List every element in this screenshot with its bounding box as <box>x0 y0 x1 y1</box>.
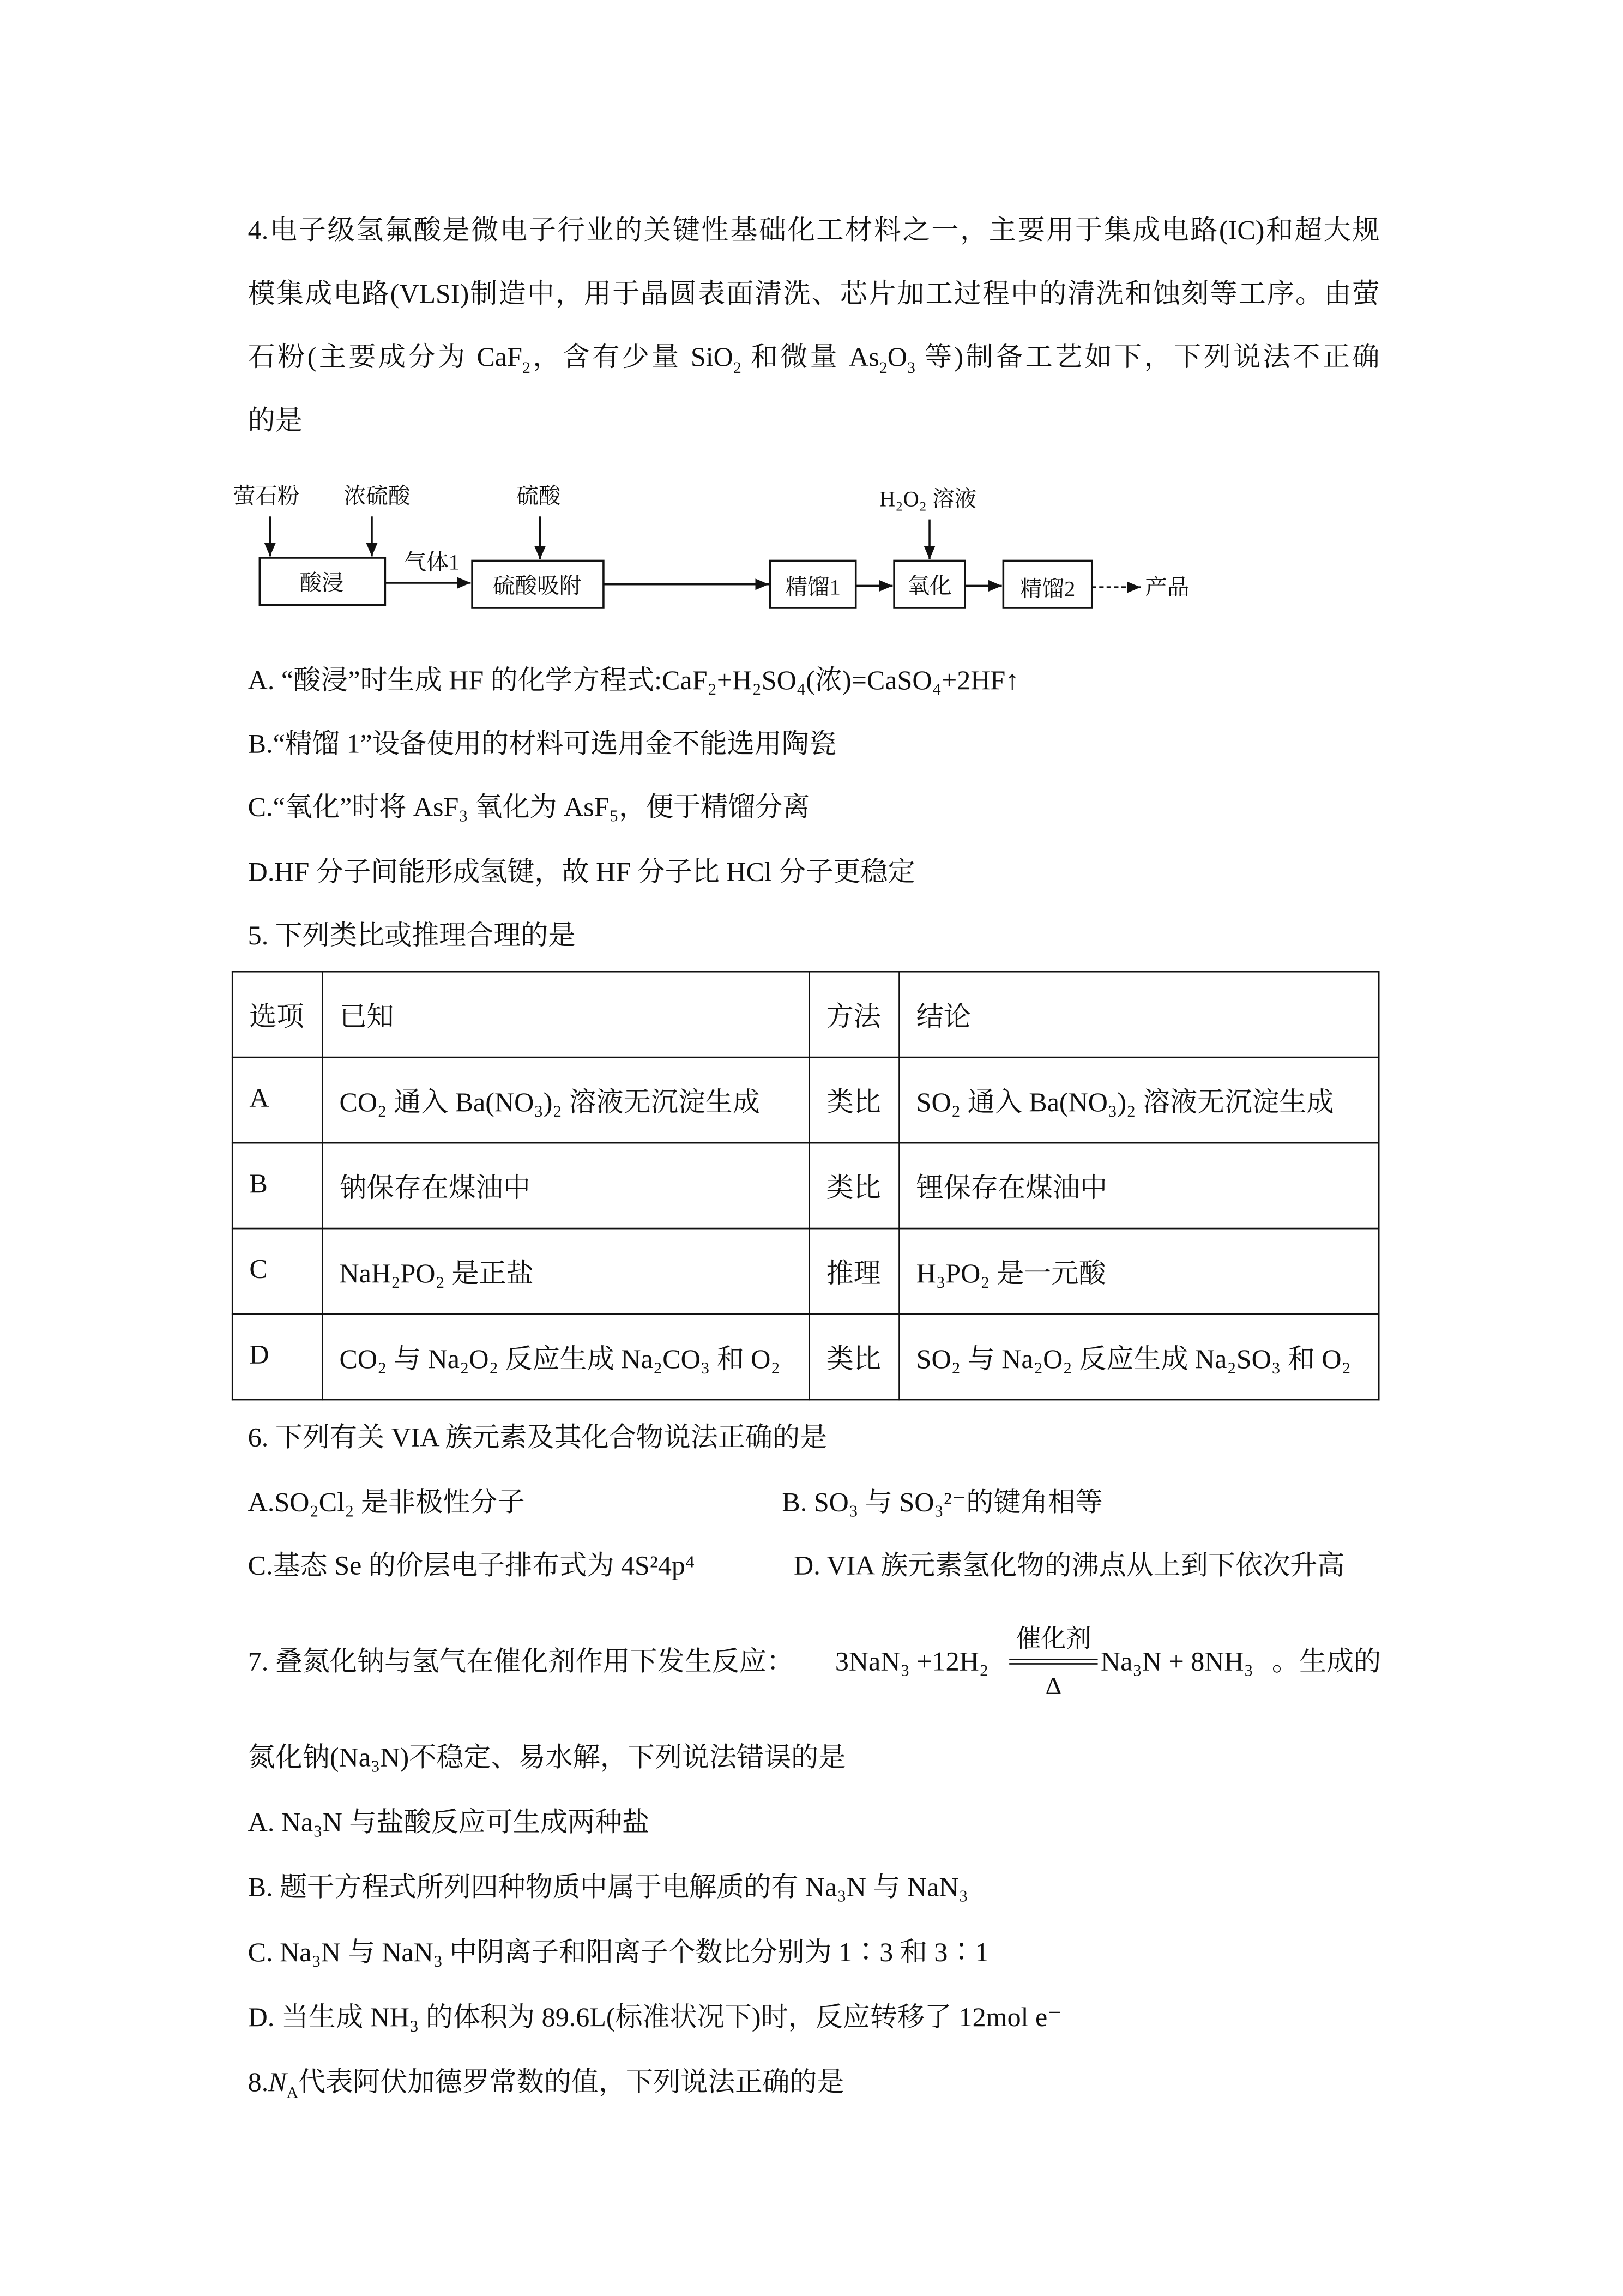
q7-option-a: A. Na₃N 与盐酸反应可生成两种盐 <box>248 1809 650 1839</box>
cell: C <box>232 1228 322 1314</box>
q6-option-a: A.SO₂Cl₂ 是非极性分子 <box>248 1489 525 1518</box>
cell: 推理 <box>809 1228 899 1314</box>
product-label: 产品 <box>1145 575 1190 600</box>
q4-option-d: D.HF 分子间能形成氢键，故 HF 分子比 HCl 分子更稳定 <box>248 859 915 889</box>
table-header-row <box>232 972 1379 1057</box>
box-label: 硫酸吸附 <box>492 573 582 598</box>
input-label: 硫酸 <box>516 483 561 508</box>
box-label: 精馏1 <box>785 575 841 600</box>
cell: D <box>232 1314 322 1400</box>
cell: NaH₂PO₂ 是正盐 <box>322 1228 809 1314</box>
cell: H₃PO₂ 是一元酸 <box>900 1228 1379 1314</box>
q7-eq-right: Na₃N + 8NH₃ <box>1100 1648 1254 1678</box>
cell: B <box>232 1143 322 1228</box>
q4-line1: 4.电子级氢氟酸是微电子行业的关键性基础化工材料之一，主要用于集成电路(IC)和超大规 <box>248 216 1380 246</box>
q7-eq-heat: Δ <box>1045 1672 1062 1700</box>
cell: A <box>232 1057 322 1143</box>
q6-option-d: D. VIA 族元素氢化物的沸点从上到下依次升高 <box>794 1552 1345 1582</box>
q6-option-c: C.基态 Se 的价层电子排布式为 4S²4p⁴ <box>248 1552 695 1582</box>
header-cell: 方法 <box>809 972 899 1057</box>
q4-option-a: A. “酸浸”时生成 HF 的化学方程式:CaF₂+H₂SO₄(浓)=CaSO₄+2HF↑ <box>248 667 1019 697</box>
q7-stem-start: 7. 叠氮化钠与氢气在催化剂作用下发生反应： <box>248 1648 794 1678</box>
box-label: 精馏2 <box>1019 576 1076 601</box>
q7-eq-catalyst: 催化剂 <box>1016 1624 1091 1653</box>
box-label: 酸浸 <box>299 570 344 595</box>
q6-option-b: B. SO₃ 与 SO₃²⁻的键角相等 <box>782 1489 1103 1518</box>
q4-line2: 模集成电路(VLSI)制造中，用于晶圆表面清洗、芯片加工过程中的清洗和蚀刻等工序。由萤 <box>248 280 1380 310</box>
cell: CO₂ 与 Na₂O₂ 反应生成 Na₂CO₃ 和 O₂ <box>322 1314 809 1400</box>
q7-option-d: D. 当生成 NH₃ 的体积为 89.6L(标准状况下)时，反应转移了 12mol e⁻ <box>248 2004 1062 2034</box>
q4-option-c: C.“氧化”时将 AsF₃ 氧化为 AsF₅，便于精馏分离 <box>248 794 810 824</box>
cell: 类比 <box>809 1314 899 1400</box>
cell: CO₂ 通入 Ba(NO₃)₂ 溶液无沉淀生成 <box>322 1057 809 1143</box>
q7-stem-line2: 氮化钠(Na₃N)不稳定、易水解，下列说法错误的是 <box>248 1744 846 1774</box>
input-label: 萤石粉 <box>233 483 300 508</box>
cell: 钠保存在煤油中 <box>322 1143 809 1228</box>
q4-line4: 的是 <box>248 407 303 437</box>
gas-label: 气体1 <box>404 550 460 575</box>
input-label: 浓硫酸 <box>343 483 411 508</box>
table-row <box>232 1057 1379 1143</box>
table-row <box>232 1228 1379 1314</box>
process-flow-diagram <box>0 0 1623 635</box>
q8-stem: $8.N_A$代表阿伏加德罗常数的值，下列说法正确的是 <box>248 2069 844 2102</box>
q5-stem: 5. 下列类比或推理合理的是 <box>248 922 576 952</box>
cell: 类比 <box>809 1143 899 1228</box>
input-label: H₂O₂ 溶液 <box>879 486 977 511</box>
cell: 类比 <box>809 1057 899 1143</box>
header-cell: 结论 <box>900 972 1379 1057</box>
cell: SO₂ 通入 Ba(NO₃)₂ 溶液无沉淀生成 <box>900 1057 1379 1143</box>
table-row <box>232 1314 1379 1400</box>
q6-stem: 6. 下列有关 VIA 族元素及其化合物说法正确的是 <box>248 1424 828 1454</box>
header-cell: 已知 <box>322 972 809 1057</box>
comparison-table <box>232 971 1380 1401</box>
q7-eq-left: 3NaN₃ +12H₂ <box>835 1648 989 1678</box>
cell: 锂保存在煤油中 <box>900 1143 1379 1228</box>
q4-line3: 石粉(主要成分为 CaF$_2$，含有少量 SiO$_2$ 和微量 $As_2O_3$ 等)制备工艺如下，下列说法不正确 <box>248 344 1380 377</box>
table-row <box>232 1143 1379 1228</box>
q7-option-b: B. 题干方程式所列四种物质中属于电解质的有 Na₃N 与 NaN₃ <box>248 1874 969 1904</box>
q7-stem-end: 。生成的 <box>1271 1648 1381 1678</box>
cell: SO₂ 与 Na₂O₂ 反应生成 Na₂SO₃ 和 O₂ <box>900 1314 1379 1400</box>
box-label: 氧化 <box>907 573 952 598</box>
q7-eq-sign <box>1009 1659 1097 1665</box>
header-cell: 选项 <box>232 972 322 1057</box>
q7-option-c: C. Na₃N 与 NaN₃ 中阴离子和阳离子个数比分别为 1∶3 和 3∶1 <box>248 1939 989 1969</box>
q4-option-b: B.“精馏 1”设备使用的材料可选用金不能选用陶瓷 <box>248 730 836 760</box>
